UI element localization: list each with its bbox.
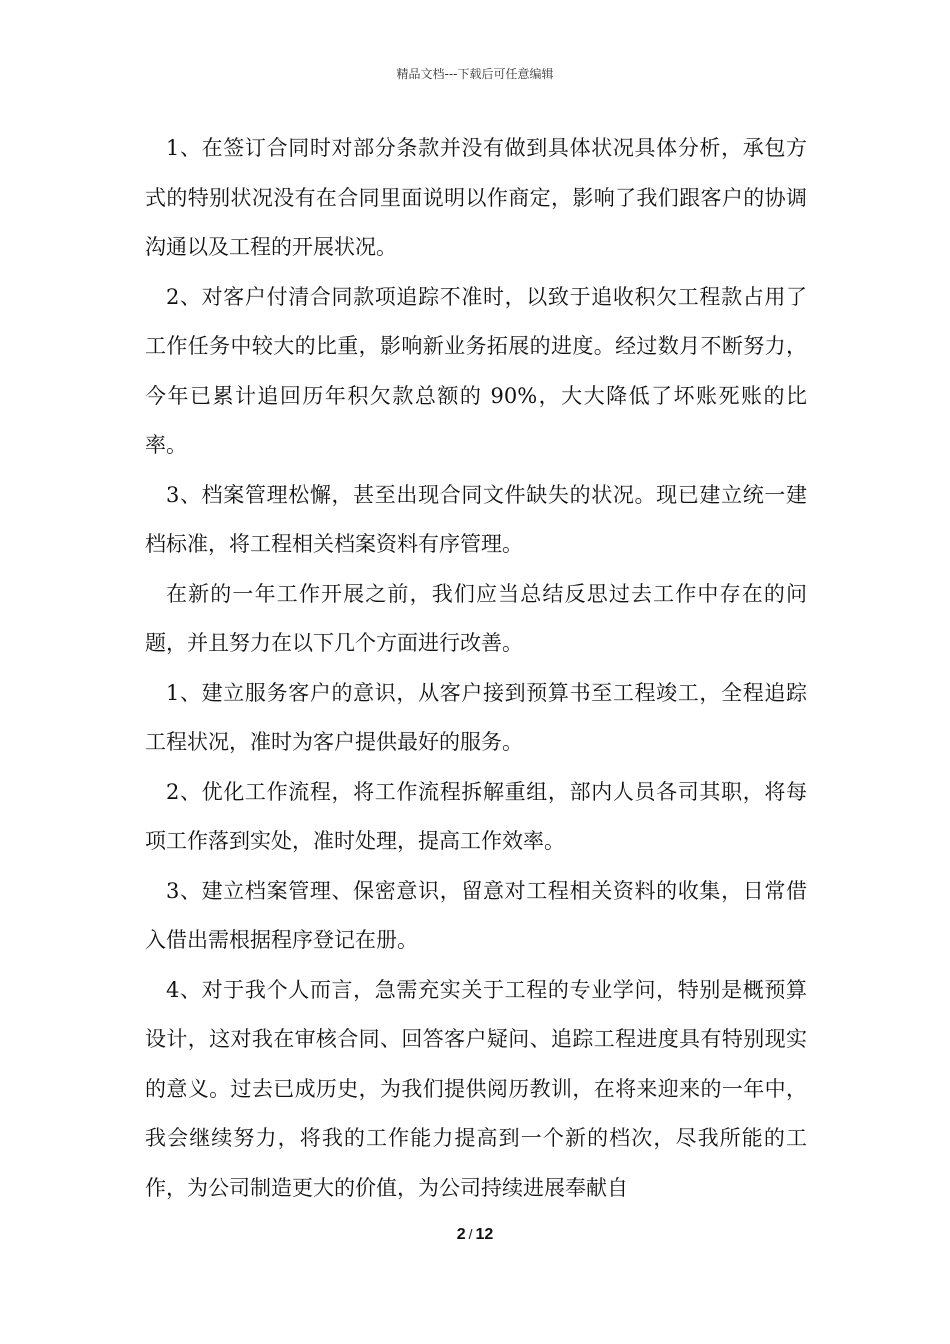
paragraph-plan-3: 3、建立档案管理、保密意识，留意对工程相关资料的收集，日常借入借出需根据程序登记在册。 xyxy=(145,878,807,952)
paragraph-issue-3: 3、档案管理松懈，甚至出现合同文件缺失的状况。现已建立统一建档标准，将工程相关档案资料有序管理。 xyxy=(145,482,807,556)
paragraph-transition: 在新的一年工作开展之前，我们应当总结反思过去工作中存在的问题，并且努力在以下几个方面进行改善。 xyxy=(145,581,807,655)
page-number xyxy=(0,1226,950,1244)
total-pages-number: 12 xyxy=(475,1226,494,1243)
paragraph-issue-2: 2、对客户付清合同款项追踪不准时，以致于追收积欠工程款占用了工作任务中较大的比重，影响新业务拓展的进度。经过数月不断努力，今年已累计追回历年积欠款总额的 90%，大大降低了坏账死账的比率。 xyxy=(145,284,807,457)
current-page-number: 2 xyxy=(456,1226,466,1243)
paragraph-plan-1: 1、建立服务客户的意识，从客户接到预算书至工程竣工，全程追踪工程状况，准时为客户提供最好的服务。 xyxy=(145,680,807,754)
paragraph-plan-4: 4、对于我个人而言，急需充实关于工程的专业学问，特别是概预算设计，这对我在审核合同、回答客户疑问、追踪工程进度具有特别现实的意义。过去已成历史，为我们提供阅历教训，在将来迎来的一年中，我会继续努力，将我的工作能力提高到一个新的档次，尽我所能的工作，为公司制造更大的价值，为公司持续进展奉献自 xyxy=(145,977,807,1200)
page-header: 精品文档---下载后可任意编辑 xyxy=(396,67,554,81)
document-body xyxy=(145,124,807,1213)
paragraph-plan-2: 2、优化工作流程，将工作流程拆解重组，部内人员各司其职，将每项工作落到实处，准时处理，提高工作效率。 xyxy=(145,779,807,853)
paragraph-issue-1: 1、在签订合同时对部分条款并没有做到具体状况具体分析，承包方式的特别状况没有在合同里面说明以作商定，影响了我们跟客户的协调沟通以及工程的开展状况。 xyxy=(145,136,807,259)
page-separator: / xyxy=(468,1226,473,1242)
